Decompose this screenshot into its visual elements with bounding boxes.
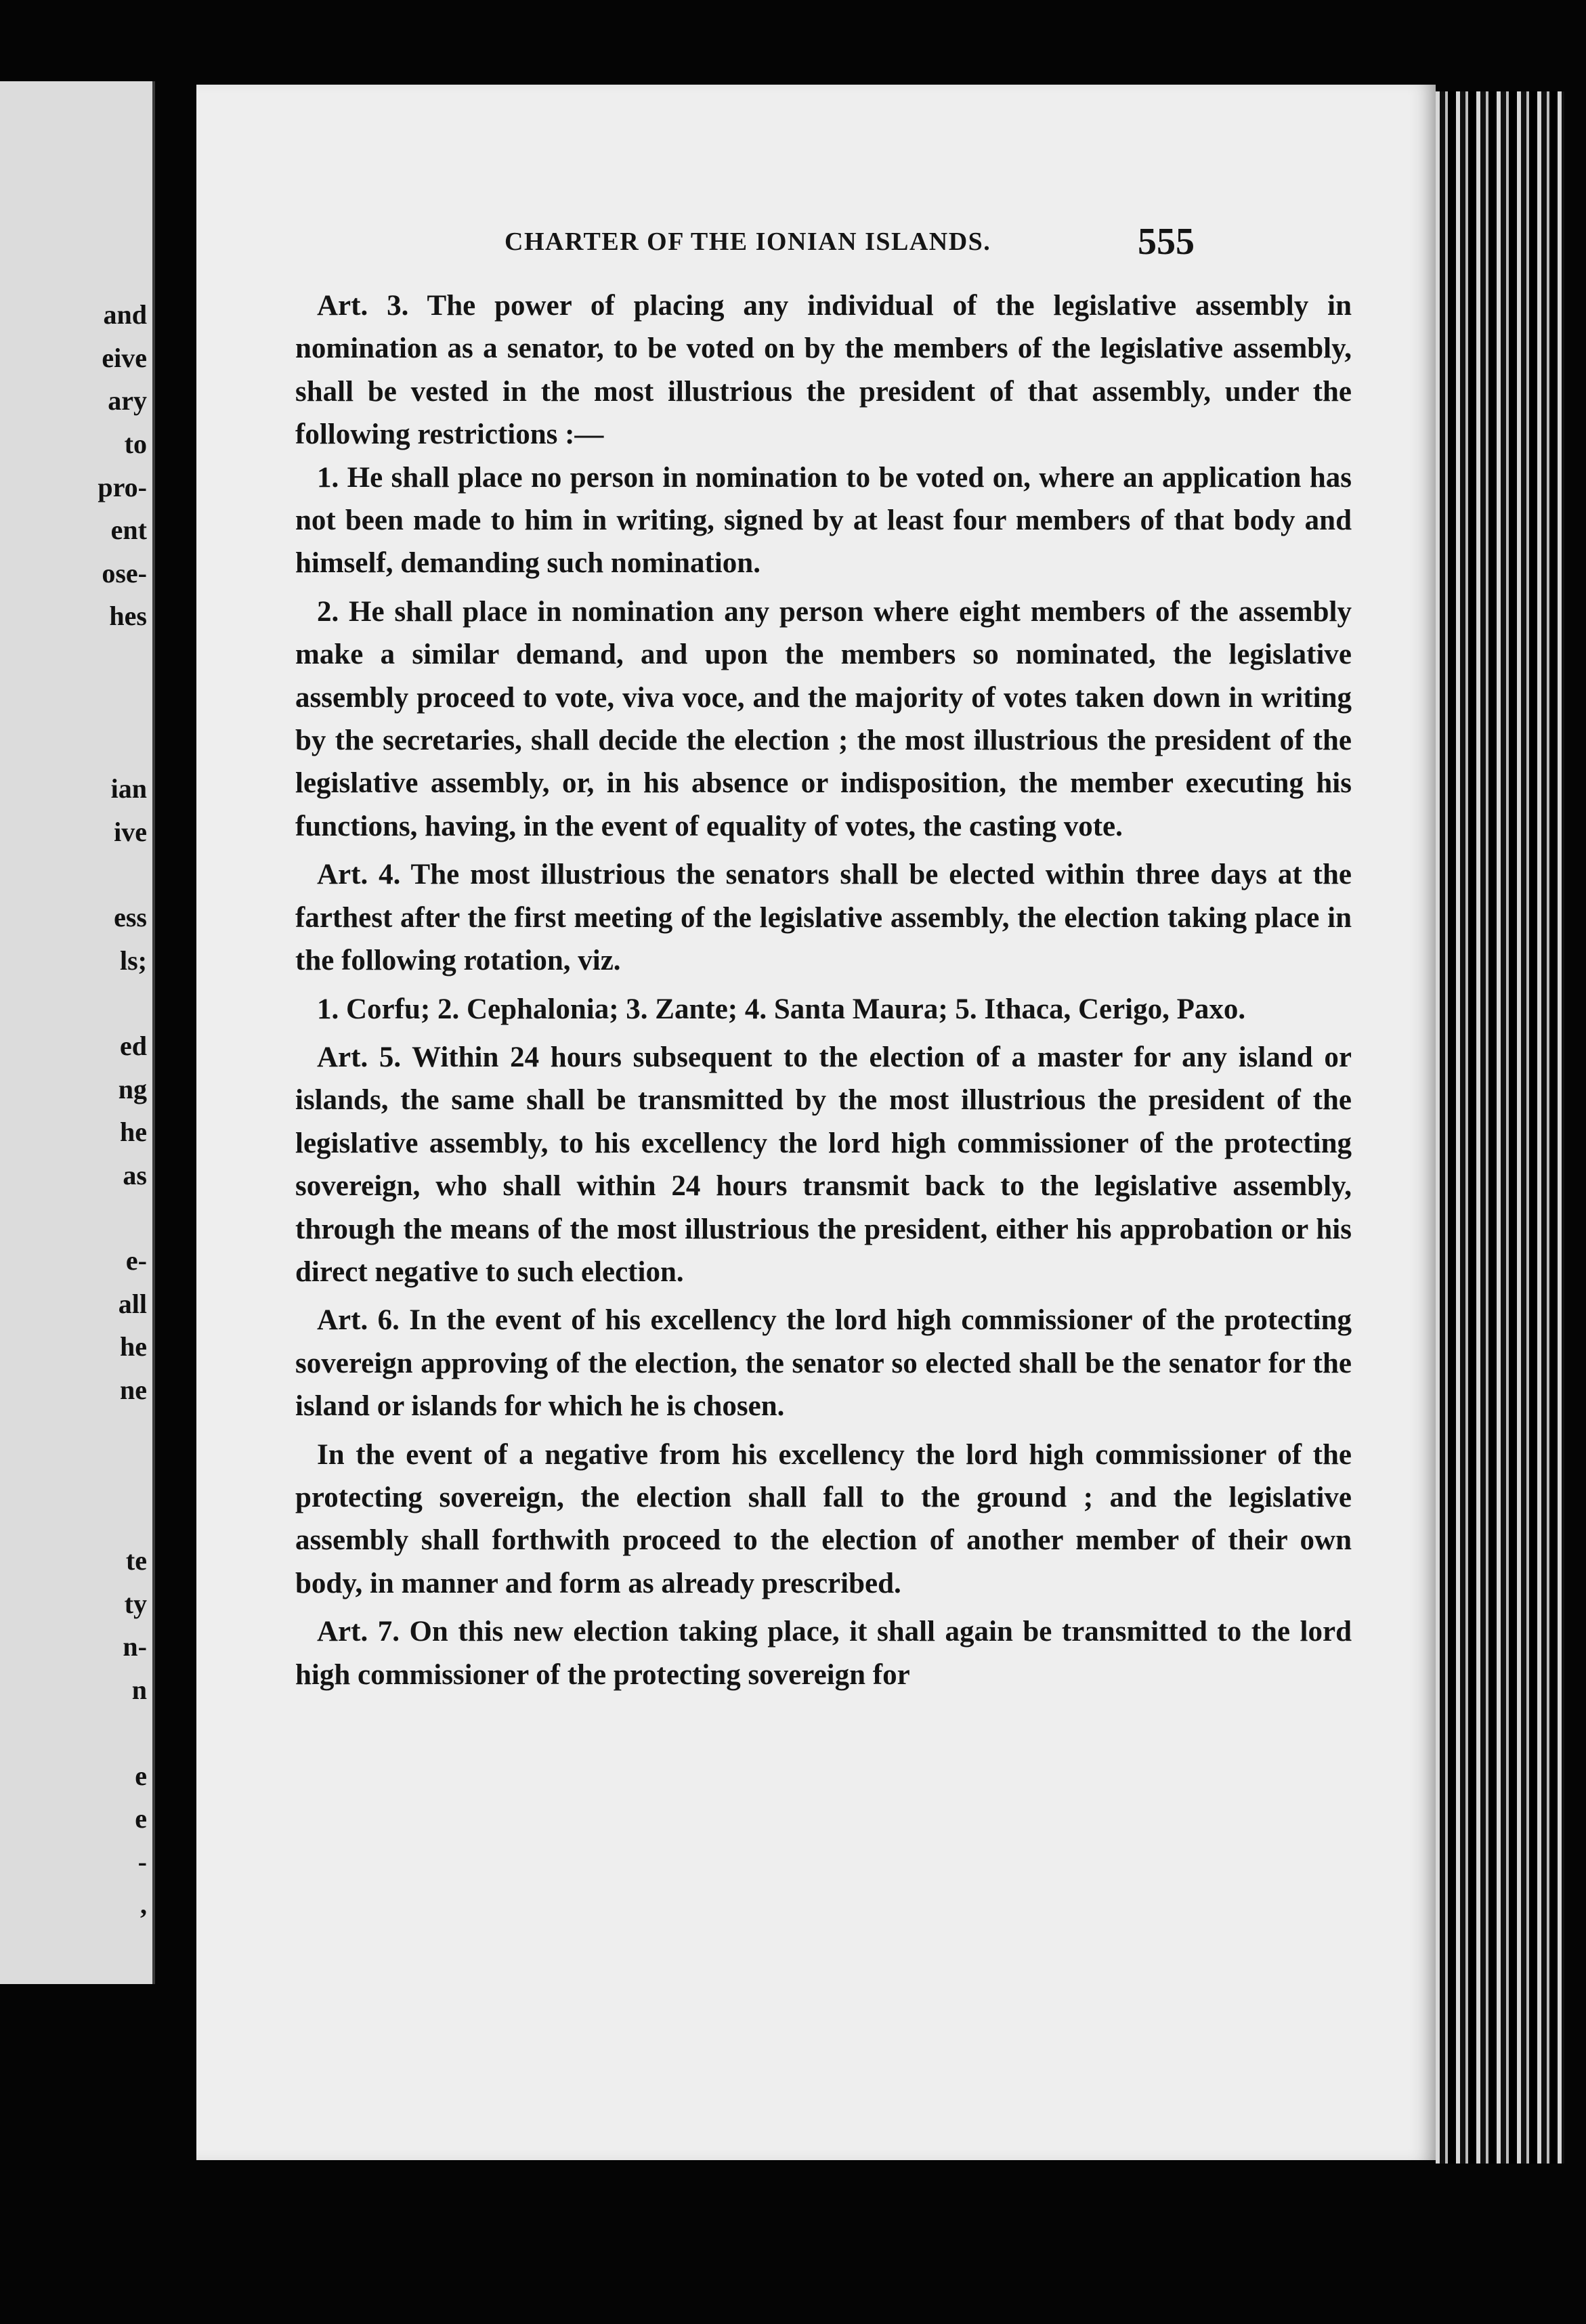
- facing-page-fragment: ian: [110, 773, 147, 804]
- facing-page-fragment: he: [120, 1117, 147, 1147]
- facing-page-fragment: pro-: [98, 472, 147, 502]
- paragraph-art-5: Art. 5. Within 24 hours subsequent to the election of a master for any island or islands, the same shall be transmitted by the most illustrious the president of the legislative assembly, to his excellency the lord high commissioner of the protecting sovereign, who shall within 24 hours transmit back to the legislative assembly, through the means of the most illustrious the president, either his approbation or his direct negative to such election.: [295, 1041, 1352, 1288]
- facing-page-fragment: ty: [124, 1589, 147, 1619]
- paragraph-art-6: Art. 6. In the event of his excellency the lord high commissioner of the protecting sovereign approving of the election, the senator so elected shall be the senator for the island or islands for which he is chosen.: [295, 1304, 1352, 1423]
- book-page: [196, 85, 1436, 2160]
- page-header: [196, 220, 1436, 267]
- facing-page-fragment: e: [135, 1803, 147, 1834]
- paragraph-rotation: 1. Corfu; 2. Cephalonia; 3. Zante; 4. Santa Maura; 5. Ithaca, Cerigo, Paxo.: [317, 993, 1246, 1025]
- facing-page-fragment: he: [120, 1331, 147, 1362]
- facing-page: [0, 81, 155, 1984]
- facing-page-fragment: ed: [120, 1031, 147, 1061]
- facing-page-fragment: n: [131, 1675, 147, 1705]
- paragraph-restriction-2: 2. He shall place in nomination any person where eight members of the assembly make a similar demand, and upon the members so nominated, the legislative assembly proceed to vote, viva voce, and the majority of votes taken down in writing by the secretaries, shall decide the election ; the most illustrious the president of the legislative assembly, or, in his absence or indisposition, the member executing his functions, having, in the event of equality of votes, the casting vote.: [295, 595, 1352, 842]
- facing-page-fragment: all: [118, 1289, 147, 1319]
- page-number: 555: [1138, 221, 1195, 263]
- facing-page-fragment: eive: [102, 343, 147, 373]
- paragraph-restriction-1: 1. He shall place no person in nomination to be voted on, where an application has not been made to him in writing, signed by at least four members of that body and himself, demanding such nomination.: [295, 461, 1352, 580]
- paragraph-art-7: Art. 7. On this new election taking place, it shall again be transmitted to the lord high commissioner of the protecting sovereign for: [295, 1616, 1352, 1691]
- facing-page-fragment: ose-: [102, 558, 147, 588]
- facing-page-fragment: ess: [114, 902, 147, 932]
- facing-page-fragment: e: [135, 1761, 147, 1791]
- running-head: CHARTER OF THE IONIAN ISLANDS.: [505, 228, 991, 256]
- facing-page-fragment: and: [103, 299, 147, 330]
- paragraph-art-4: Art. 4. The most illustrious the senators shall be elected within three days at the farthest after the first meeting of the legislative assembly, the election taking place in the following rotation, viz.: [295, 859, 1352, 977]
- facing-page-text-fragments: [0, 81, 152, 1984]
- paragraph-art-3: Art. 3. The power of placing any individual of the legislative assembly in nomination as a senator, to be voted on by the members of the legislative assembly, shall be vested in the most illustrious the president of that assembly, under the following restrictions :—: [295, 290, 1352, 451]
- facing-page-fragment: e-: [125, 1245, 147, 1276]
- facing-page-fragment: ,: [140, 1889, 147, 1920]
- facing-page-fragment: n-: [123, 1631, 147, 1662]
- facing-page-fragment: hes: [109, 601, 147, 631]
- facing-page-fragment: -: [137, 1847, 147, 1877]
- facing-page-fragment: ive: [114, 817, 147, 847]
- facing-page-fragment: ls;: [120, 945, 147, 976]
- facing-page-fragment: te: [125, 1545, 147, 1576]
- facing-page-fragment: ary: [108, 385, 147, 416]
- facing-page-fragment: to: [124, 429, 147, 459]
- page-edges: [1436, 91, 1564, 2164]
- facing-page-fragment: ng: [118, 1074, 147, 1104]
- facing-page-fragment: ent: [110, 515, 147, 545]
- body-text: [295, 284, 1352, 1696]
- paragraph-negative: In the event of a negative from his excellency the lord high commissioner of the protecting sovereign, the election shall fall to the ground ; and the legislative assembly shall forthwith proceed to the election of another member of their own body, in manner and form as already prescribed.: [295, 1438, 1352, 1599]
- facing-page-fragment: ne: [120, 1375, 147, 1405]
- facing-page-fragment: as: [123, 1160, 147, 1190]
